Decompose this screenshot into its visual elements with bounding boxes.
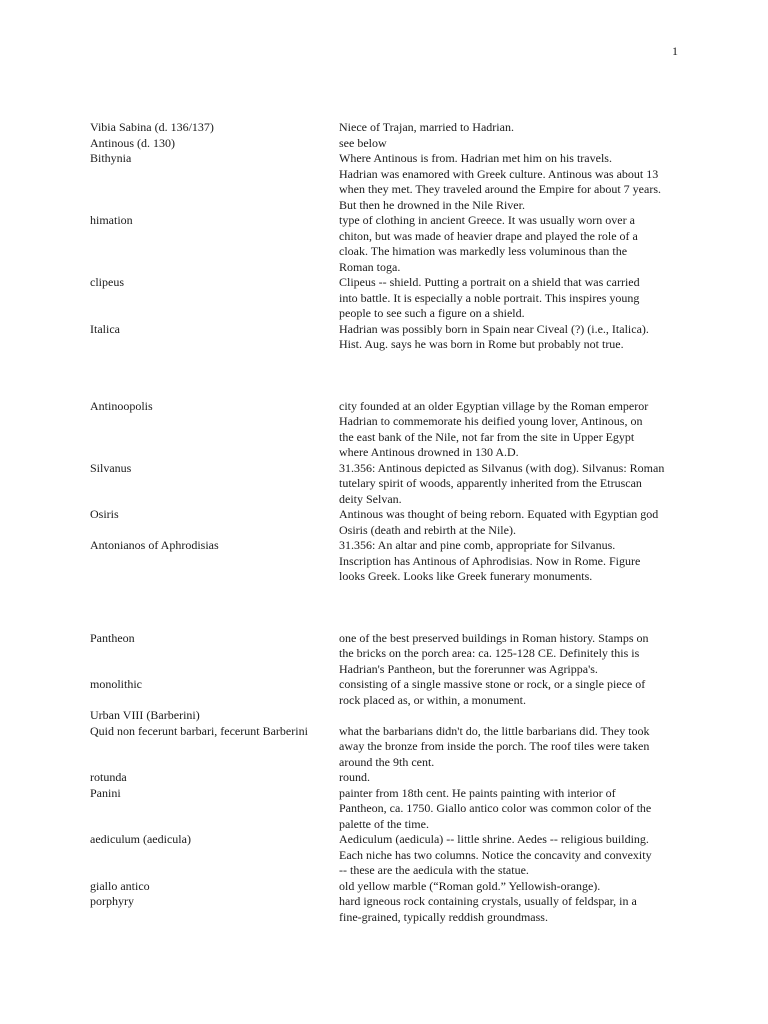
glossary-entry [90,677,680,708]
entry-definition: Clipeus -- shield. Putting a portrait on a shield that was carried into battle. It is especially a noble portrait. This inspires young people to see such a figure on a shield. [339,275,640,320]
glossary-group [90,631,680,926]
entry-definition: Niece of Trajan, married to Hadrian. [339,120,514,134]
glossary-entry [90,213,680,275]
glossary-entry [90,461,680,508]
entry-definition: consisting of a single massive stone or rock, or a single piece of rock placed as, or within, a monument. [339,677,646,707]
glossary-group [90,120,680,353]
glossary-entry [90,151,680,213]
entry-term: Osiris [90,507,119,521]
entry-term: monolithic [90,677,142,691]
entry-term: himation [90,213,133,227]
glossary-entry [90,507,680,538]
glossary-entry [90,631,680,678]
glossary-entry [90,275,680,322]
entry-definition: Antinous was thought of being reborn. Equated with Egyptian god Osiris (death and rebirth at the Nile). [339,507,659,537]
entry-term: Silvanus [90,460,132,475]
entry-definition: what the barbarians didn't do, the little barbarians did. They took away the bronze from inside the porch. The roof tiles were taken around the 9th cent. [339,723,650,769]
entry-definition: hard igneous rock containing crystals, usually of feldspar, in a fine-grained, typically reddish groundmass. [339,894,637,924]
glossary-entry [90,322,680,353]
entry-term: rotunda [90,770,127,784]
entry-definition: painter from 18th cent. He paints painting with interior of Pantheon, ca. 1750. Giallo antico color was common color of the palette of the time. [339,785,652,831]
entry-term: Panini [90,785,121,800]
entry-definition: Where Antinous is from. Hadrian met him on his travels. Hadrian was enamored with Greek culture. Antinous was about 13 when they met. They traveled around the Empire for about 7 years. But then he drowned in the Nile River. [339,151,662,212]
entry-term: Italica [90,321,120,336]
entry-definition: 31.356: An altar and pine comb, appropriate for Silvanus. Inscription has Antinous of Aphrodisias. Now in Rome. Figure looks Greek. Looks like Greek funerary monuments. [339,538,641,583]
entry-term: Urban VIII (Barberini) [90,708,200,722]
glossary-entry [90,538,680,585]
entry-term: aediculum (aedicula) [90,832,191,846]
entry-term: Quid non fecerunt barbari, fecerunt Barberini [90,723,308,738]
glossary-entry [90,832,680,879]
entry-definition: type of clothing in ancient Greece. It was usually worn over a chiton, but was made of heavier drape and played the role of a cloak. The himation was markedly less voluminous than the Roman toga. [339,213,638,274]
entry-term: porphyry [90,894,134,908]
section-spacer [90,585,680,631]
entry-definition: Hadrian was possibly born in Spain near Civeal (?) (i.e., Italica). Hist. Aug. says he was born in Rome but probably not true. [339,321,649,351]
entry-definition: old yellow marble (“Roman gold.” Yellowish-orange). [339,878,601,893]
entry-term: Antonianos of Aphrodisias [90,538,219,552]
entry-term: giallo antico [90,878,150,893]
entry-definition: round. [339,770,370,784]
entry-definition: Aediculum (aedicula) -- little shrine. Aedes -- religious building. Each niche has two columns. Notice the concavity and convexity -- these are the aedicula with the statue. [339,832,652,877]
glossary-entry [90,136,680,152]
glossary-entry [90,120,680,136]
page-number: 1 [672,44,678,58]
entry-definition [339,708,680,724]
entry-definition: see below [339,135,387,150]
entry-definition: 31.356: Antinous depicted as Silvanus (with dog). Silvanus: Roman tutelary spirit of woods, apparently inherited from the Etruscan deity Selvan. [339,460,665,506]
entry-term: Bithynia [90,151,132,165]
glossary-group [90,399,680,585]
entry-term: clipeus [90,275,124,289]
glossary-entry [90,786,680,833]
section-spacer [90,353,680,399]
glossary-entry [90,770,680,786]
entry-definition: city founded at an older Egyptian village by the Roman emperor Hadrian to commemorate his deified young lover, Antinous, on the east bank of the Nile, not far from the site in Upper Egypt where Antinous drowned in 130 A.D. [339,398,649,459]
entry-term: Antinous (d. 130) [90,135,175,150]
entry-term: Vibia Sabina (d. 136/137) [90,120,214,134]
glossary-entry [90,708,680,724]
glossary-entry [90,724,680,771]
glossary [90,120,680,925]
glossary-entry [90,894,680,925]
entry-definition: one of the best preserved buildings in Roman history. Stamps on the bricks on the porch area: ca. 125-128 CE. Definitely this is Hadrian's Pantheon, but the forerunner was Agrippa's. [339,630,649,676]
glossary-entry [90,879,680,895]
entry-term: Pantheon [90,630,135,645]
glossary-entry [90,399,680,461]
entry-term: Antinoopolis [90,398,153,413]
